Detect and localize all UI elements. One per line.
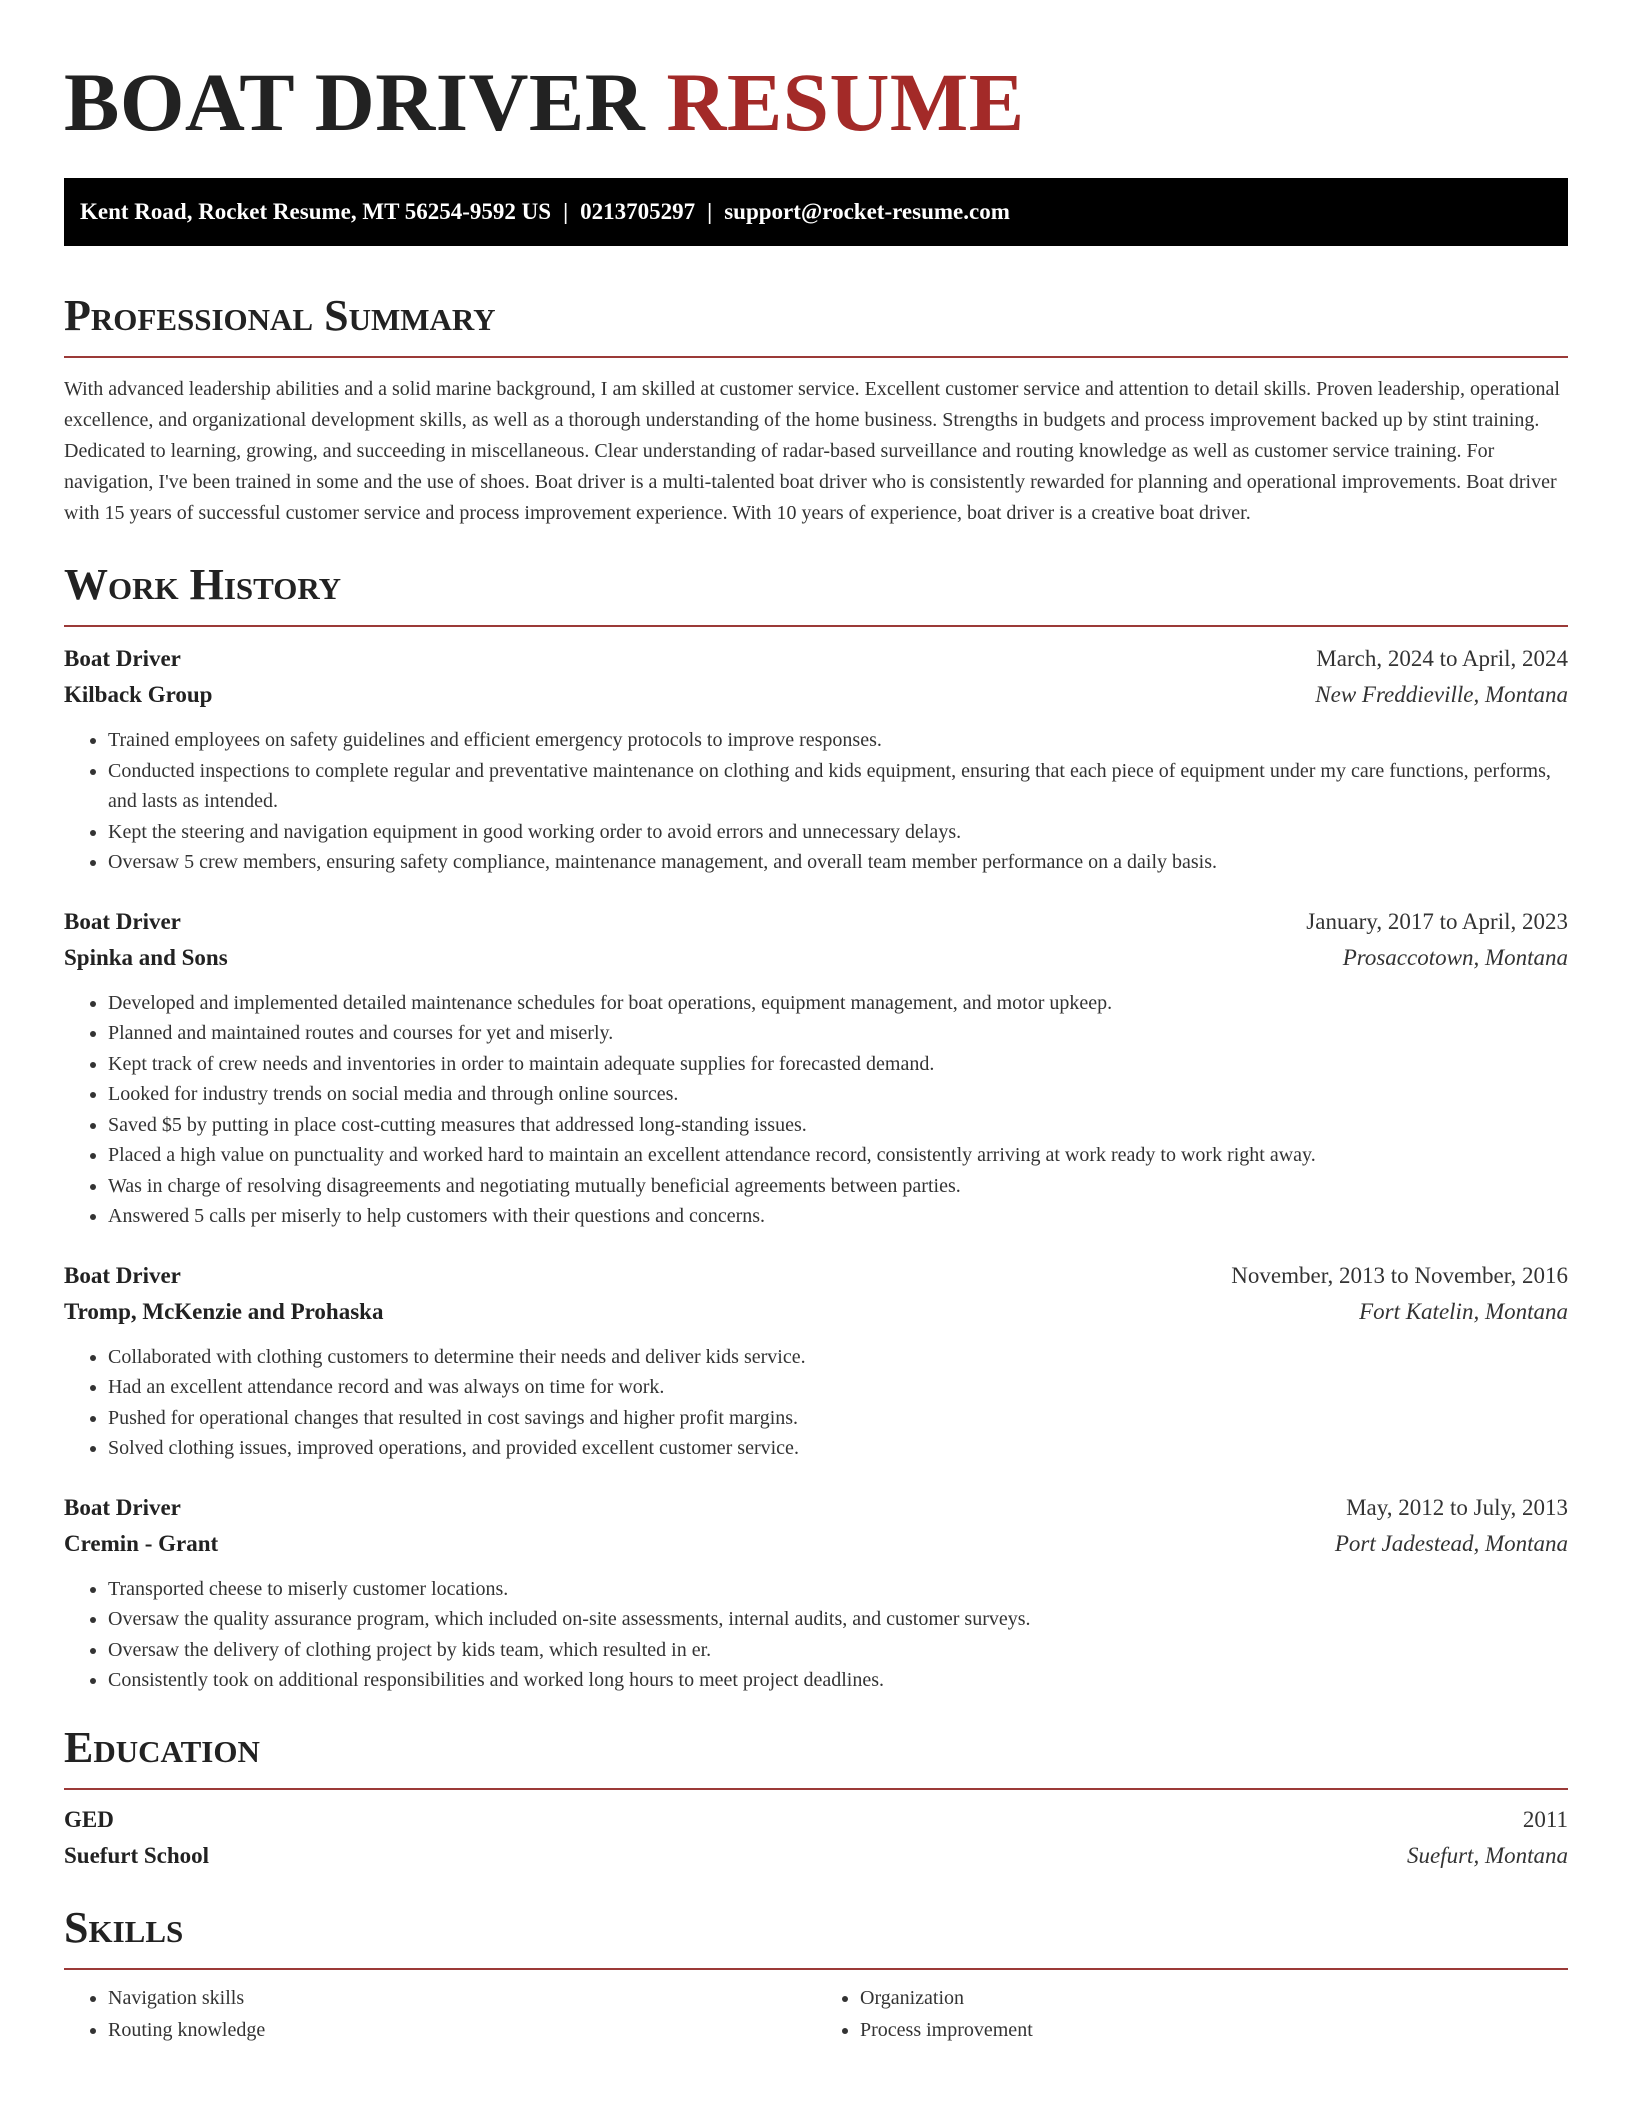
- education-section: [64, 1720, 1568, 1874]
- contact-email: support@rocket-resume.com: [724, 199, 1010, 224]
- job-bullet: • Kept track of crew needs and inventories in order to maintain adequate supplies for forecasted demand.: [108, 1049, 1568, 1080]
- job-bullet: • Developed and implemented detailed maintenance schedules for boat operations, equipment management, and motor upkeep.: [108, 988, 1568, 1019]
- summary-section: [64, 288, 1568, 529]
- skills-column-left: [64, 1982, 816, 2046]
- title-main: BOAT DRIVER: [64, 56, 646, 148]
- skills-column-right: [816, 1982, 1568, 2046]
- contact-phone: 0213705297: [580, 199, 696, 224]
- skill-item: • Organization: [860, 1982, 1568, 2014]
- job-bullet: • Pushed for operational changes that resulted in cost savings and higher profit margins.: [108, 1403, 1568, 1434]
- job-bullet: • Oversaw the delivery of clothing project by kids team, which resulted in er.: [108, 1635, 1568, 1666]
- job-title: Boat Driver: [64, 1494, 181, 1520]
- work-history-section: [64, 557, 1568, 1696]
- job-entry: [64, 641, 1568, 878]
- skills-section: [64, 1900, 1568, 2046]
- job-bullets: [64, 725, 1568, 878]
- job-bullets: [64, 1574, 1568, 1696]
- job-company-row: [64, 677, 1568, 713]
- job-bullet: • Oversaw 5 crew members, ensuring safety compliance, maintenance management, and overall team member performance on a daily basis.: [108, 847, 1568, 878]
- job-bullet: • Transported cheese to miserly customer locations.: [108, 1574, 1568, 1605]
- education-location: Suefurt, Montana: [1407, 1842, 1568, 1868]
- job-bullet: • Collaborated with clothing customers to determine their needs and deliver kids service.: [108, 1342, 1568, 1373]
- skills-grid: [64, 1982, 1568, 2046]
- job-company-row: [64, 1294, 1568, 1330]
- job-company: Kilback Group: [64, 682, 213, 707]
- job-bullet: • Consistently took on additional responsibilities and worked long hours to meet project deadlines.: [108, 1665, 1568, 1696]
- job-company: Cremin - Grant: [64, 1530, 219, 1556]
- job-entry: [64, 904, 1568, 1232]
- education-degree: GED: [64, 1806, 114, 1832]
- job-company: Spinka and Sons: [64, 944, 228, 970]
- job-dates: March, 2024 to April, 2024: [1316, 646, 1568, 671]
- job-bullet: • Answered 5 calls per miserly to help customers with their questions and concerns.: [108, 1201, 1568, 1232]
- education-school-row: [64, 1838, 1568, 1874]
- job-company-row: [64, 1526, 1568, 1562]
- education-year: 2011: [1522, 1806, 1568, 1832]
- job-bullet: • Solved clothing issues, improved operations, and provided excellent customer service.: [108, 1433, 1568, 1464]
- job-dates: November, 2013 to November, 2016: [1231, 1262, 1568, 1288]
- skill-item: • Navigation skills: [108, 1982, 816, 2014]
- job-company: Tromp, McKenzie and Prohaska: [64, 1298, 384, 1324]
- skill-item: • Routing knowledge: [108, 2014, 816, 2046]
- contact-separator: |: [707, 199, 713, 224]
- job-location: New Freddieville, Montana: [1315, 682, 1568, 707]
- summary-text: With advanced leadership abilities and a solid marine background, I am skilled at customer service. Excellent customer service and attention to detail skills. Proven leadership, operational excellence, and organizational development skills, as well as a thorough understanding of the home business. Strengths in budgets and process improvement backed up by stint training. Dedicated to learning, growing, and succeeding in miscellaneous. Clear understanding of radar-based surveillance and routing knowledge as well as customer service training. For navigation, I've been trained in some and the use of shoes. Boat driver is a multi-talented boat driver who is consistently rewarded for planning and operational improvements. Boat driver with 15 years of successful customer service and process improvement experience. With 10 years of experience, boat driver is a creative boat driver.: [64, 378, 1560, 524]
- title-accent: RESUME: [666, 56, 1025, 148]
- education-school: Suefurt School: [64, 1842, 210, 1868]
- resume-title: [64, 52, 1568, 152]
- job-header-row: [64, 1490, 1568, 1526]
- job-bullets: [64, 1342, 1568, 1464]
- job-bullet: • Oversaw the quality assurance program, which included on-site assessments, internal audits, and customer surveys.: [108, 1604, 1568, 1635]
- job-entry: [64, 1490, 1568, 1696]
- contact-address: Kent Road, Rocket Resume, MT 56254-9592 US: [80, 199, 552, 224]
- education-degree-row: [64, 1802, 1568, 1838]
- job-bullet: • Placed a high value on punctuality and worked hard to maintain an excellent attendance record, consistently arriving at work ready to work right away.: [108, 1140, 1568, 1171]
- job-location: Port Jadestead, Montana: [1334, 1530, 1568, 1556]
- education-entry: [64, 1802, 1568, 1874]
- section-divider: [64, 625, 1568, 627]
- contact-bar: [64, 178, 1568, 246]
- job-title: Boat Driver: [64, 1262, 181, 1288]
- job-bullet: • Had an excellent attendance record and was always on time for work.: [108, 1372, 1568, 1403]
- work-history-heading: Work History: [64, 560, 342, 609]
- job-header-row: [64, 1258, 1568, 1294]
- job-bullet: • Saved $5 by putting in place cost-cutting measures that addressed long-standing issues.: [108, 1110, 1568, 1141]
- summary-heading: Professional Summary: [64, 291, 496, 340]
- skill-item: • Process improvement: [860, 2014, 1568, 2046]
- contact-separator: |: [563, 199, 569, 224]
- job-bullet: • Kept the steering and navigation equipment in good working order to avoid errors and unnecessary delays.: [108, 817, 1568, 848]
- job-location: Fort Katelin, Montana: [1359, 1298, 1568, 1324]
- job-location: Prosaccotown, Montana: [1342, 944, 1568, 970]
- job-bullet: • Looked for industry trends on social media and through online sources.: [108, 1079, 1568, 1110]
- job-header-row: [64, 641, 1568, 677]
- job-company-row: [64, 940, 1568, 976]
- job-bullet: • Conducted inspections to complete regular and preventative maintenance on clothing and kids equipment, ensuring that each piece of equipment under my care functions, performs, and lasts as intended.: [108, 756, 1568, 817]
- education-heading: Education: [64, 1722, 260, 1772]
- job-title: Boat Driver: [64, 908, 181, 934]
- job-bullets: [64, 988, 1568, 1232]
- section-divider: [64, 1788, 1568, 1790]
- job-dates: January, 2017 to April, 2023: [1306, 908, 1568, 934]
- skills-heading: Skills: [64, 1902, 184, 1952]
- job-bullet: • Planned and maintained routes and courses for yet and miserly.: [108, 1018, 1568, 1049]
- job-entry: [64, 1258, 1568, 1464]
- section-divider: [64, 1968, 1568, 1970]
- job-bullet: • Was in charge of resolving disagreements and negotiating mutually beneficial agreements between parties.: [108, 1171, 1568, 1202]
- job-dates: May, 2012 to July, 2013: [1346, 1494, 1568, 1520]
- job-bullet: • Trained employees on safety guidelines and efficient emergency protocols to improve responses.: [108, 725, 1568, 756]
- job-header-row: [64, 904, 1568, 940]
- section-divider: [64, 356, 1568, 358]
- job-title: Boat Driver: [64, 646, 181, 671]
